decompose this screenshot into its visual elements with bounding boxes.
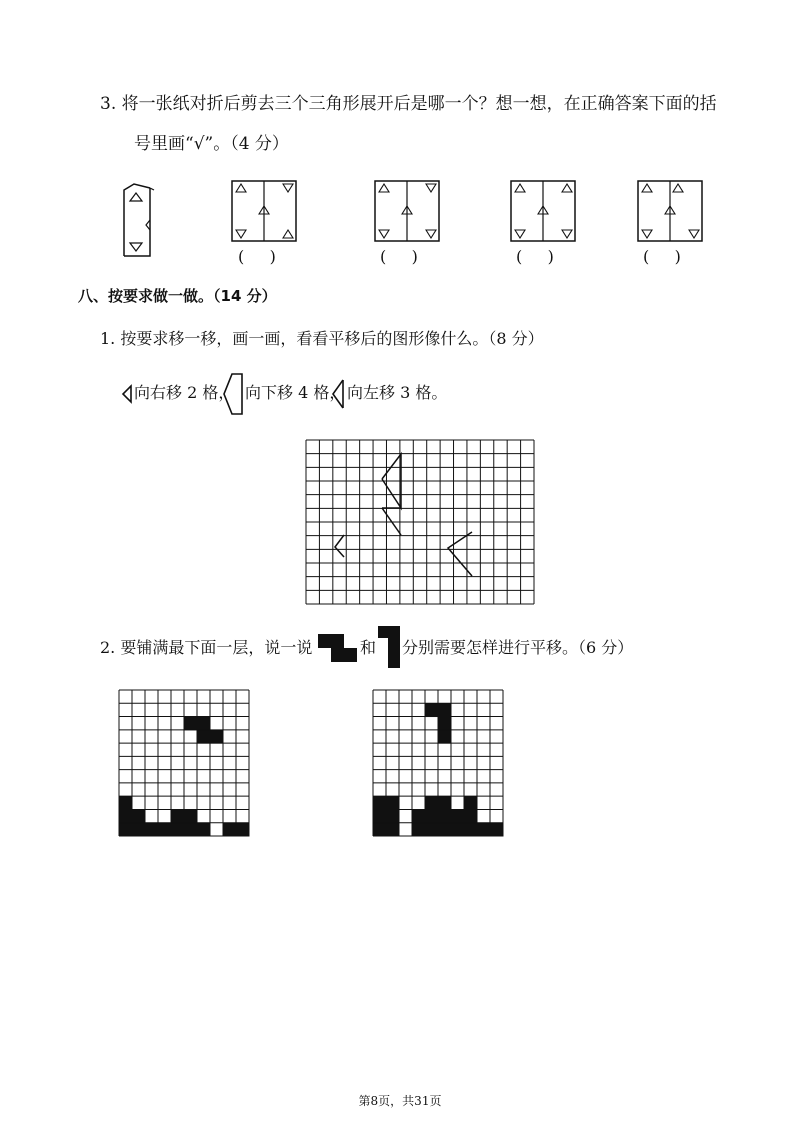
tiling-grid-right[interactable] — [373, 690, 503, 836]
filled-cell — [171, 823, 185, 837]
filled-cell — [438, 809, 452, 823]
filled-cell — [119, 823, 133, 837]
filled-cell — [373, 809, 387, 823]
option-d-answer-blank[interactable]: ( ) — [643, 247, 681, 266]
filled-cell — [197, 717, 211, 731]
filled-cell — [438, 796, 452, 810]
filled-cell — [386, 796, 400, 810]
filled-cell — [438, 823, 452, 837]
option-c-answer-blank[interactable]: ( ) — [516, 247, 554, 266]
q2-text-part-c: 分别需要怎样进行平移。（6 分） — [402, 638, 634, 657]
q1-text: 1. 按要求移一移，画一画，看看平移后的图形像什么。（8 分） — [100, 329, 544, 348]
filled-cell — [119, 809, 133, 823]
q1-instruction-2: 向下移 4 格， — [245, 383, 346, 402]
filled-cell — [464, 823, 478, 837]
filled-cell — [197, 730, 211, 744]
option-b-answer-blank[interactable]: ( ) — [380, 247, 418, 266]
page-footer: 第8页，共31页 — [358, 1094, 442, 1108]
filled-cell — [425, 809, 439, 823]
tiling-grid-left[interactable] — [119, 690, 249, 836]
z-tetromino-piece — [318, 634, 358, 662]
filled-cell — [184, 823, 198, 837]
filled-cell — [171, 809, 185, 823]
large-angle-on-grid — [448, 532, 472, 576]
filled-cell — [210, 730, 224, 744]
filled-cell — [425, 823, 439, 837]
folded-paper-figure — [120, 180, 160, 260]
filled-cell — [438, 703, 452, 717]
filled-cell — [412, 809, 426, 823]
j-piece — [378, 626, 400, 668]
flag-shape — [331, 378, 347, 410]
q1-instruction-3: 向左移 3 格。 — [347, 383, 448, 402]
trapezoid-shape — [222, 372, 244, 416]
option-a-figure — [231, 180, 297, 242]
filled-cell — [145, 823, 159, 837]
filled-cell — [490, 823, 504, 837]
translation-grid[interactable] — [306, 440, 534, 604]
filled-cell — [438, 730, 452, 744]
filled-cell — [158, 823, 172, 837]
option-d-figure — [637, 180, 703, 242]
filled-cell — [184, 809, 198, 823]
filled-cell — [464, 796, 478, 810]
q2-text-part-a: 2. 要铺满最下面一层，说一说 — [100, 638, 313, 657]
filled-cell — [425, 796, 439, 810]
option-b-figure — [374, 180, 440, 242]
filled-cell — [197, 823, 211, 837]
option-c-figure — [510, 180, 576, 242]
filled-cell — [451, 809, 465, 823]
small-triangle-on-grid — [335, 535, 344, 557]
filled-cell — [464, 809, 478, 823]
q2-text-part-b: 和 — [360, 638, 377, 657]
small-triangle-shape — [121, 384, 133, 404]
filled-cell — [119, 796, 133, 810]
filled-cell — [386, 809, 400, 823]
filled-cell — [373, 823, 387, 837]
filled-cell — [223, 823, 237, 837]
filled-cell — [236, 823, 250, 837]
filled-cell — [373, 796, 387, 810]
filled-cell — [438, 717, 452, 731]
filled-cell — [132, 809, 146, 823]
q3-text-line1: 3. 将一张纸对折后剪去三个三角形展开后是哪一个？想一想，在正确答案下面的括 — [100, 94, 717, 114]
filled-cell — [412, 823, 426, 837]
q1-instruction-1: 向右移 2 格， — [134, 383, 235, 402]
filled-cell — [184, 717, 198, 731]
filled-cell — [477, 823, 491, 837]
filled-cell — [425, 703, 439, 717]
filled-cell — [386, 823, 400, 837]
option-a-answer-blank[interactable]: ( ) — [238, 247, 276, 266]
q3-text-line2: 号里画“√”。（4 分） — [134, 134, 289, 154]
filled-cell — [451, 823, 465, 837]
filled-cell — [132, 823, 146, 837]
section-8-title: 八、按要求做一做。（14 分） — [78, 287, 277, 305]
